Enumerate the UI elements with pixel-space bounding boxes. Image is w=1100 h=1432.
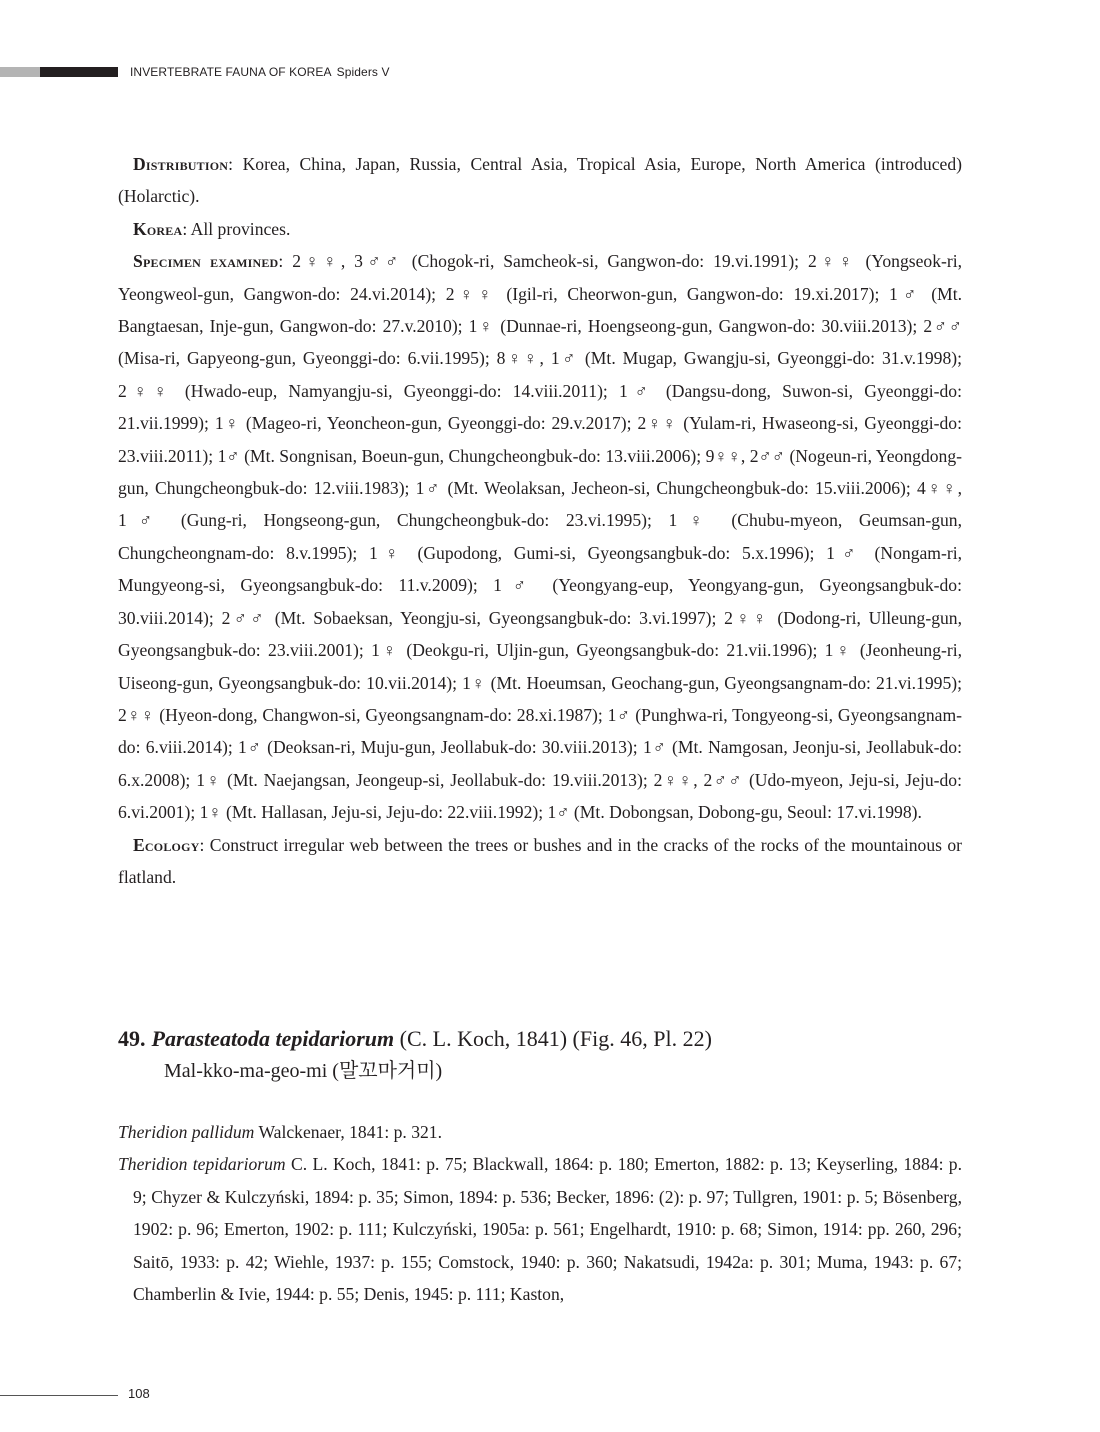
header-title: INVERTEBRATE FAUNA OF KOREA	[130, 65, 332, 79]
ecology-text: : Construct irregular web between the trees or bushes and in the cracks of the rocks of the mountainous or flatland.	[118, 834, 962, 887]
korea-label: Korea	[133, 218, 183, 239]
species-heading	[118, 1022, 978, 1086]
synonym-entry	[118, 1116, 962, 1148]
header-bar-light	[0, 67, 40, 77]
page-number: 108	[128, 1386, 150, 1401]
distribution-text: : Korea, China, Japan, Russia, Central Asia, Tropical Asia, Europe, North America (introduced) (Holarctic).	[118, 154, 962, 207]
synonym-entry	[118, 1148, 962, 1310]
synonym-name: Theridion tepidariorum	[118, 1154, 286, 1175]
header-subtitle: Spiders V	[336, 65, 390, 79]
header-bar-dark	[40, 67, 118, 77]
specimen-text: : 2♀♀, 3♂♂ (Chogok-ri, Samcheok-si, Gangwon-do: 19.vi.1991); 2♀♀ (Yongseok-ri, Yeongweol-gun, Gangwon-do: 24.vi.2014); 2♀♀ (Igil-ri, Cheorwon-gun, Gangwon-do: 19.xi.2017); 1♂ (Mt. Bangtaesan, Inje-gun, Gangwon-do: 27.v.2010); 1♀ (Dunnae-ri, Hoengseong-gun, Gangwon-do: 30.viii.2013); 2♂♂ (Misa-ri, Gapyeong-gun, Gyeonggi-do: 6.vii.1995); 8♀♀, 1♂ (Mt. Mugap, Gwangju-si, Gyeonggi-do: 31.v.1998); 2♀♀ (Hwado-eup, Namyangju-si, Gyeonggi-do: 14.viii.2011); 1♂ (Dangsu-dong, Suwon-si, Gyeonggi-do: 21.vii.1999); 1♀ (Mageo-ri, Yeoncheon-gun, Gyeonggi-do: 29.v.2017); 2♀♀ (Yulam-ri, Hwaseong-si, Gyeonggi-do: 23.viii.2011); 1♂ (Mt. Songnisan, Boeun-gun, Chungcheongbuk-do: 13.viii.2006); 9♀♀, 2♂♂ (Nogeun-ri, Yeongdong-gun, Chungcheongbuk-do: 12.viii.1983); 1♂ (Mt. Weolaksan, Jecheon-si, Chungcheongbuk-do: 15.viii.2006); 4♀♀, 1♂ (Gung-ri, Hongseong-gun, Chungcheongbuk-do: 23.vi.1995); 1♀ (Chubu-myeon, Geumsan-gun, Chungcheongnam-do: 8.v.1995); 1♀ (Gupodong, Gumi-si, Gyeongsangbuk-do: 5.x.1996); 1♂ (Nongam-ri, Mungyeong-si, Gyeongsangbuk-do: 11.v.2009); 1♂ (Yeongyang-eup, Yeongyang-gun, Gyeongsangbuk-do: 30.viii.2014); 2♂♂ (Mt. Sobaeksan, Yeongju-si, Gyeongsangbuk-do: 3.vi.1997); 2♀♀ (Dodong-ri, Ulleung-gun, Gyeongsangbuk-do: 23.viii.2001); 1♀ (Deokgu-ri, Uljin-gun, Gyeongsangbuk-do: 21.vii.1996); 1♀ (Jeonheung-ri, Uiseong-gun, Gyeongsangbuk-do: 10.vii.2014); 1♀ (Mt. Hoeumsan, Geochang-gun, Gyeongsangnam-do: 21.vi.1995); 2♀♀ (Hyeon-dong, Changwon-si, Gyeongsangnam-do: 28.xi.1987); 1♂ (Punghwa-ri, Tongyeong-si, Gyeongsangnam-do: 6.viii.2014); 1♂ (Deoksan-ri, Muju-gun, Jeollabuk-do: 30.viii.2013); 1♂ (Mt. Namgosan, Jeonju-si, Jeollabuk-do: 6.x.2008); 1♀ (Mt. Naejangsan, Jeongeup-si, Jeollabuk-do: 19.viii.2013); 2♀♀, 2♂♂ (Udo-myeon, Jeju-si, Jeju-do: 6.vi.2001); 1♀ (Mt. Hallasan, Jeju-si, Jeju-do: 22.viii.1992); 1♂ (Mt. Dobongsan, Dobong-gu, Seoul: 17.vi.1998).	[118, 251, 962, 823]
specimen-paragraph	[118, 245, 962, 828]
running-header	[130, 65, 390, 79]
species-korean-name: Mal-kko-ma-geo-mi (말꼬마거미)	[164, 1060, 443, 1082]
specimen-label: Specimen examined	[133, 251, 279, 272]
species-name: Parasteatoda tepidariorum	[151, 1026, 395, 1051]
ecology-paragraph	[118, 829, 962, 894]
main-content	[118, 148, 962, 893]
synonym-refs: Walckenaer, 1841: p. 321.	[254, 1122, 442, 1142]
species-number: 49.	[118, 1026, 146, 1051]
ecology-label: Ecology	[133, 834, 200, 855]
footer-rule	[0, 1395, 118, 1396]
distribution-paragraph	[118, 148, 962, 213]
korea-text: : All provinces.	[182, 218, 291, 239]
species-authority: (C. L. Koch, 1841) (Fig. 46, Pl. 22)	[394, 1026, 712, 1051]
distribution-label: Distribution	[133, 154, 229, 174]
synonym-name: Theridion pallidum	[118, 1122, 255, 1142]
synonym-refs: C. L. Koch, 1841: p. 75; Blackwall, 1864: p. 180; Emerton, 1882: p. 13; Keyserling, 1884: p. 9; Chyzer & Kulczyński, 1894: p. 35; Simon, 1894: p. 536; Becker, 1896: (2): p. 97; Tullgren, 1901: p. 5; Bösenberg, 1902: p. 96; Emerton, 1902: p. 111; Kulczyński, 1905a: p. 561; Engelhardt, 1910: p. 68; Simon, 1914: pp. 260, 296; Saitō, 1933: p. 42; Wiehle, 1937: p. 155; Comstock, 1940: p. 360; Nakatsudi, 1942a: p. 301; Muma, 1943: p. 67; Chamberlin & Ivie, 1944: p. 55; Denis, 1945: p. 111; Kaston,	[133, 1154, 962, 1305]
synonymy-list	[118, 1116, 962, 1310]
korea-paragraph	[118, 213, 962, 245]
